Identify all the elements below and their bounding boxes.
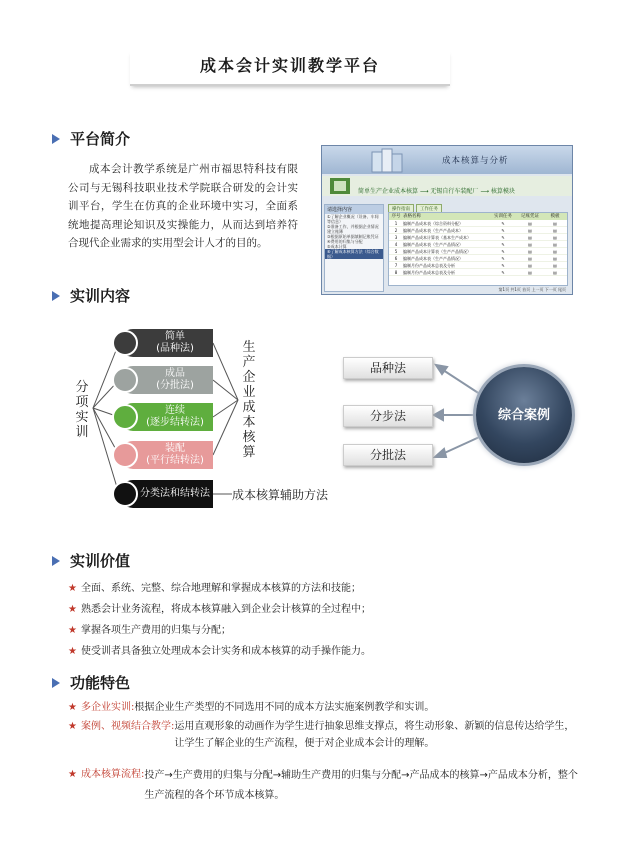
list-item-text: 使受训者具备独立处理成本会计实务和成本核算的动手操作能力。 [80,646,371,657]
star-icon: ★ [68,702,77,713]
edit-icon[interactable]: ✎ [501,221,505,226]
table-row[interactable] [389,262,567,269]
circle-marker-icon [112,442,138,468]
section-heading-value [52,550,130,571]
screenshot-table-header [389,213,567,220]
aux-method-label: 成本核算辅助方法 [232,488,329,502]
voucher-icon[interactable]: ▤ [528,256,532,261]
sphere-label: 综合案例 [497,408,550,423]
section-heading-text: 实训价值 [70,552,131,570]
feature-key: 成本核算流程: [80,769,145,780]
voucher-icon[interactable]: ▤ [528,263,532,268]
voucher-icon[interactable]: ▤ [528,242,532,247]
intro-paragraph: 成本会计教学系统是广州市福思特科技有限公司与无锡科技职业技术学院联合研发的会计实训平台，学生在仿真的企业环境中实习，全面系统地提高理论知识及实操能力，从而达到培养符合现代企业需求的实用型会计人才的目的。 [68,163,298,249]
method-pill-label: 装配 [165,443,185,454]
row-name: 编制产品成本计算表（基本生产成本） [403,235,471,240]
feature-text: 运用直观形象的动画作为学生进行抽象思维支撑点，将生动形象、新颖的信息传达给学生，让学生了解企业的生产流程，便于对企业成本会计的理解。 [174,721,575,749]
template-icon[interactable]: ▤ [553,228,557,233]
list-item-text: 掌握各项生产费用的归集与分配； [80,625,231,636]
table-header-cell: 记账凭证 [521,214,539,219]
template-icon[interactable]: ▤ [553,263,557,268]
row-name: 编制月份产品成本总表及分析 [403,270,455,275]
voucher-icon[interactable]: ▤ [528,228,532,233]
list-item [68,578,371,599]
circle-marker-icon [112,367,138,393]
software-screenshot [321,145,573,295]
edit-icon[interactable]: ✎ [501,270,505,275]
method-pill [119,329,213,357]
row-name: 编制产品成本表（生产产品情况） [403,242,463,247]
screenshot-sidebar-item-selected[interactable]: ⑥了解成本核算方法（综合数据） [325,249,383,259]
section-heading-intro [52,128,130,149]
screenshot-table-body [389,220,567,276]
table-row[interactable] [389,234,567,241]
books-icon [362,146,422,174]
row-name: 编制产品成本表（综合资料分配） [403,221,463,226]
feature-key: 多企业实训: [80,702,135,713]
screenshot-table [388,212,568,286]
screenshot-sidebar-item[interactable]: ②准备工作，并根据企业情况建立账簿 [327,224,379,234]
method-pill [119,403,213,431]
star-icon: ★ [68,646,77,657]
table-row[interactable] [389,248,567,255]
row-number: 7 [394,263,398,268]
screenshot-window-title: 成本核算与分析 [442,156,509,166]
screenshot-tab[interactable]: 操作指南 [388,204,414,214]
screenshot-path: 简单生产企业成本核算 ⟶ 无锡自行车装配厂 ⟶ 核算模块 [358,188,515,195]
list-item [68,641,371,662]
template-icon[interactable]: ▤ [553,242,557,247]
section-heading-features [52,672,130,693]
table-header-cell: 表格名称 [403,214,421,219]
method-pill-sublabel: (分批法) [156,380,194,391]
edit-icon[interactable]: ✎ [501,235,505,240]
template-icon[interactable]: ▤ [553,221,557,226]
row-number: 5 [394,249,398,254]
voucher-icon[interactable]: ▤ [528,249,532,254]
edit-icon[interactable]: ✎ [501,249,505,254]
vertical-label-right: 生产企业成本核算 [242,340,256,460]
table-header-cell: 序号 [391,214,401,219]
vertical-label-left: 分项实训 [75,380,89,440]
method-box: 分批法 [343,444,433,466]
page-title: 成本会计实训教学平台 [130,50,450,86]
template-icon[interactable]: ▤ [553,249,557,254]
table-row[interactable] [389,227,567,234]
screenshot-sidebar [324,204,384,292]
star-icon: ★ [68,625,77,636]
method-pill-label: 成品 [165,368,185,379]
screenshot-pagination: 第1页 共1页 首页 上一页 下一页 尾页 [498,287,566,292]
method-pill [119,366,213,394]
list-item [68,599,371,620]
row-name: 编制产品成本表（生产产品情况） [403,256,463,261]
edit-icon[interactable]: ✎ [501,256,505,261]
edit-icon[interactable]: ✎ [501,228,505,233]
row-number: 2 [394,228,398,233]
method-pill-sublabel: (品种法) [156,343,194,354]
method-box: 品种法 [343,357,433,379]
section-heading-text: 功能特色 [70,674,131,692]
star-icon: ★ [68,769,77,780]
row-number: 4 [394,242,398,247]
list-item-text: 全面、系统、完整、综合地理解和掌握成本核算的方法和技能； [80,583,361,594]
section-heading-text: 平台简介 [70,130,131,148]
template-icon[interactable]: ▤ [553,256,557,261]
star-icon: ★ [68,721,77,732]
template-icon[interactable]: ▤ [553,235,557,240]
screenshot-sidebar-item[interactable]: ④费用的归集与分配 [327,239,363,244]
row-name: 编制月份产品成本总表及分析 [403,263,455,268]
row-number: 1 [394,221,398,226]
screenshot-sidebar-item[interactable]: ①了解企业概况（设备、车间等信息） [327,214,379,224]
screenshot-sidebar-item[interactable]: ⑤成本计算 [327,244,347,249]
voucher-icon[interactable]: ▤ [528,270,532,275]
list-item [68,620,371,641]
method-box: 分步法 [343,405,433,427]
row-name: 编制产品成本计算表（生产产品情况） [403,249,471,254]
method-pill-sublabel: (平行结转法) [146,455,204,466]
method-pill-label: 分类法和结转法 [140,488,210,499]
triangle-bullet-icon [52,291,60,301]
feature-key: 案例、视频结合教学: [80,721,175,732]
edit-icon[interactable]: ✎ [501,263,505,268]
list-item-text: 熟悉会计业务流程，将成本核算融入到企业会计核算的全过程中； [80,604,371,615]
method-pill-label: 连续 [165,405,185,416]
table-row[interactable] [389,241,567,248]
triangle-bullet-icon [52,556,60,566]
voucher-icon[interactable]: ▤ [528,221,532,226]
method-pill [119,441,213,469]
method-pill-sublabel: (逐步结转法) [146,417,204,428]
section-heading-text: 实训内容 [70,287,131,305]
star-icon: ★ [68,583,77,594]
row-name: 编制产品成本表（生产产品成本） [403,228,463,233]
method-pill [119,480,213,508]
screenshot-sidebar-head: 请选择内容 [325,205,383,214]
circle-marker-icon [112,404,138,430]
template-icon[interactable]: ▤ [553,270,557,275]
row-number: 8 [394,270,398,275]
circle-marker-icon [112,481,138,507]
feature-item [68,699,578,716]
feature-text: 投产→生产费用的归集与分配→辅助生产费用的归集与分配→产品成本的核算→产品成本分析，整个生产流程的各个环节成本核算。 [144,770,578,801]
feature-text: 根据企业生产类型的不同选用不同的成本方法实施案例教学和实训。 [134,702,435,713]
table-row[interactable] [389,255,567,262]
screenshot-header [322,146,572,174]
row-number: 6 [394,256,398,261]
screenshot-sidebar-item[interactable]: ③根据原始单据填制记账凭证 [327,234,379,239]
feature-item [68,718,578,752]
circle-marker-icon [112,330,138,356]
edit-icon[interactable]: ✎ [501,242,505,247]
table-row[interactable] [389,220,567,227]
table-header-cell: 实训任务 [494,214,512,219]
voucher-icon[interactable]: ▤ [528,235,532,240]
feature-item [68,766,578,806]
triangle-bullet-icon [52,134,60,144]
screenshot-tab[interactable]: 工作任务 [416,204,442,214]
method-pill-label: 简单 [165,331,185,342]
value-list [68,578,371,662]
row-number: 3 [394,235,398,240]
section-heading-content [52,285,130,306]
star-icon: ★ [68,604,77,615]
table-header-cell: 模板 [550,214,560,219]
table-row[interactable] [389,269,567,276]
triangle-bullet-icon [52,678,60,688]
